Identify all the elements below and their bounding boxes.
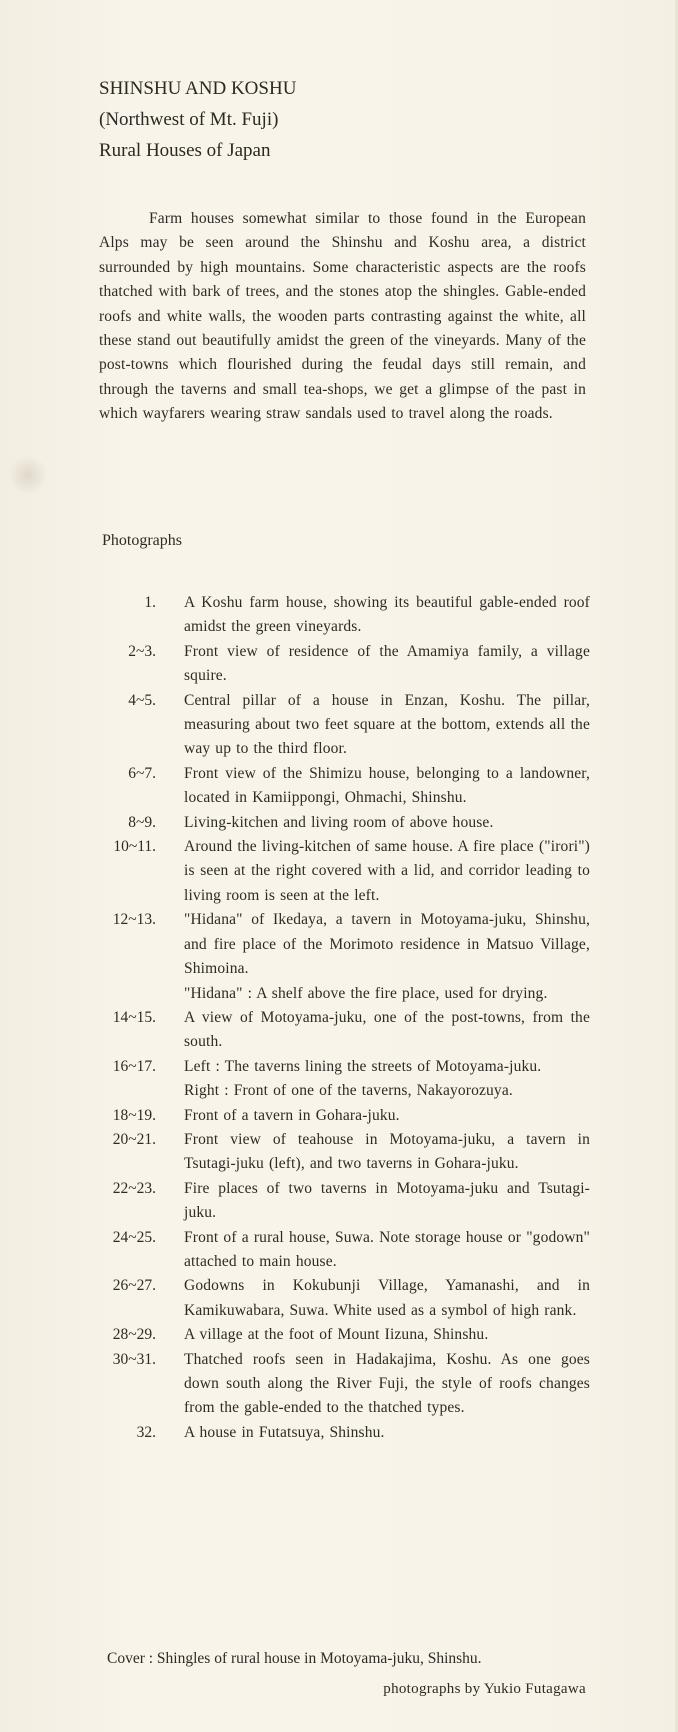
list-item — [100, 1055, 590, 1104]
description-paragraph: Living-kitchen and living room of above house. — [184, 813, 494, 831]
photo-description — [184, 689, 590, 762]
photo-number: 18~19. — [112, 1106, 156, 1124]
list-item — [100, 1104, 590, 1128]
photo-number: 24~25. — [112, 1228, 156, 1246]
photo-number: 20~21. — [112, 1130, 156, 1148]
photo-description — [184, 1104, 590, 1128]
photo-description — [184, 811, 590, 835]
photo-number: 16~17. — [112, 1057, 156, 1075]
photo-description — [184, 1323, 590, 1347]
description-paragraph: Left : The taverns lining the streets of Motoyama-juku. — [184, 1057, 542, 1075]
description-paragraph: Fire places of two taverns in Motoyama-juku and Tsutagi-juku. — [184, 1179, 590, 1222]
description-paragraph: Central pillar of a house in Enzan, Koshu. The pillar, measuring about two feet square at the bottom, extends all the way up to the third floor. — [184, 691, 590, 758]
photo-description — [184, 835, 590, 908]
photo-number: 28~29. — [112, 1326, 156, 1344]
photo-description — [184, 1128, 590, 1177]
description-paragraph: A village at the foot of Mount Iizuna, Shinshu. — [184, 1326, 489, 1344]
photo-description — [184, 908, 590, 1006]
description-paragraph: Front of a tavern in Gohara-juku. — [184, 1106, 400, 1124]
description-paragraph: A Koshu farm house, showing its beautiful gable-ended roof amidst the green vineyards. — [184, 594, 590, 636]
photo-description — [184, 762, 590, 811]
photo-credit: photographs by Yukio Futagawa — [383, 1681, 586, 1697]
list-item — [100, 591, 590, 640]
description-paragraph: Front view of the Shimizu house, belonging to a landowner, located in Kamiippongi, Ohmachi, Shinshu. — [184, 764, 590, 807]
description-paragraph: Front of a rural house, Suwa. Note storage house or "godown" attached to main house. — [184, 1228, 590, 1270]
list-item — [100, 1348, 590, 1421]
list-item — [100, 1177, 590, 1226]
photo-description — [184, 1055, 590, 1104]
photo-description — [184, 1274, 590, 1323]
photo-description — [184, 1177, 590, 1226]
photo-description — [184, 1421, 590, 1445]
photo-number: 14~15. — [112, 1008, 156, 1026]
page-title: SHINSHU AND KOSHU — [99, 78, 297, 99]
photo-number: 2~3. — [128, 642, 156, 660]
photo-description — [184, 1348, 590, 1421]
description-paragraph: "Hidana" of Ikedaya, a tavern in Motoyama-juku, Shinshu, and fire place of the Morimoto residence in Matsuo Village, Shimoina. — [184, 911, 590, 978]
description-paragraph: Thatched roofs seen in Hadakajima, Koshu. As one goes down south along the River Fuji, the style of roofs changes from the gable-ended to the thatched types. — [184, 1350, 590, 1417]
photo-number: 32. — [136, 1423, 156, 1441]
list-item — [100, 640, 590, 689]
description-paragraph: Front view of residence of the Amamiya family, a village squire. — [184, 642, 590, 685]
list-item — [100, 762, 590, 811]
photo-number: 1. — [144, 594, 156, 611]
list-item — [100, 1226, 590, 1275]
photographs-heading: Photographs — [102, 532, 182, 549]
description-paragraph: A view of Motoyama-juku, one of the post-towns, from the south. — [184, 1008, 590, 1051]
list-item — [100, 1274, 590, 1323]
list-item — [100, 689, 590, 762]
photo-number: 4~5. — [128, 691, 156, 709]
description-paragraph: Right : Front of one of the taverns, Nakayorozuya. — [184, 1082, 513, 1100]
description-paragraph: Godowns in Kokubunji Village, Yamanashi, and in Kamikuwabara, Suwa. White used as a symbol of high rank. — [184, 1277, 590, 1319]
list-item — [100, 1128, 590, 1177]
page-subtitle: (Northwest of Mt. Fuji) — [99, 109, 279, 130]
photo-description — [184, 1226, 590, 1275]
photograph-list — [100, 591, 590, 1445]
photo-number: 22~23. — [112, 1179, 156, 1197]
margin-smudge — [8, 455, 48, 495]
photo-number: 30~31. — [112, 1350, 156, 1368]
list-item — [100, 811, 590, 835]
list-item — [100, 1323, 590, 1347]
list-item — [100, 1006, 590, 1055]
list-item — [100, 908, 590, 1006]
photo-number: 6~7. — [128, 764, 156, 782]
description-paragraph: A house in Futatsuya, Shinshu. — [184, 1423, 385, 1441]
series-title: Rural Houses of Japan — [99, 140, 271, 161]
description-paragraph: Around the living-kitchen of same house. A fire place ("irori") is seen at the right covered with a lid, and corridor leading to living room is seen at the left. — [184, 838, 590, 904]
list-item — [100, 1421, 590, 1445]
description-paragraph: "Hidana" : A shelf above the fire place, used for drying. — [184, 984, 548, 1002]
photo-number: 10~11. — [113, 838, 156, 856]
photo-description — [184, 640, 590, 689]
description-paragraph: Front view of teahouse in Motoyama-juku, a tavern in Tsutagi-juku (left), and two taverns in Gohara-juku. — [184, 1130, 590, 1173]
photo-number: 12~13. — [112, 911, 156, 929]
intro-paragraph: Farm houses somewhat similar to those found in the European Alps may be seen around the Shinshu and Koshu area, a district surrounded by high mountains. Some characteristic aspects are the roofs thatched with bark of trees, and the stones atop the shingles. Gable-ended roofs and white walls, the wooden parts contrasting against the white, all these stand out beautifully amidst the green of the vineyards. Many of the post-towns which flourished during the feudal days still remain, and through the taverns and small tea-shops, we get a glimpse of the past in which wayfarers wearing straw sandals used to travel along the roads. — [99, 210, 586, 423]
cover-caption: Cover : Shingles of rural house in Motoyama-juku, Shinshu. — [107, 1650, 482, 1667]
photo-number: 26~27. — [112, 1277, 156, 1295]
list-item — [100, 835, 590, 908]
photo-description — [184, 591, 590, 640]
title-block — [99, 73, 296, 166]
photo-description — [184, 1006, 590, 1055]
photo-number: 8~9. — [128, 813, 156, 831]
